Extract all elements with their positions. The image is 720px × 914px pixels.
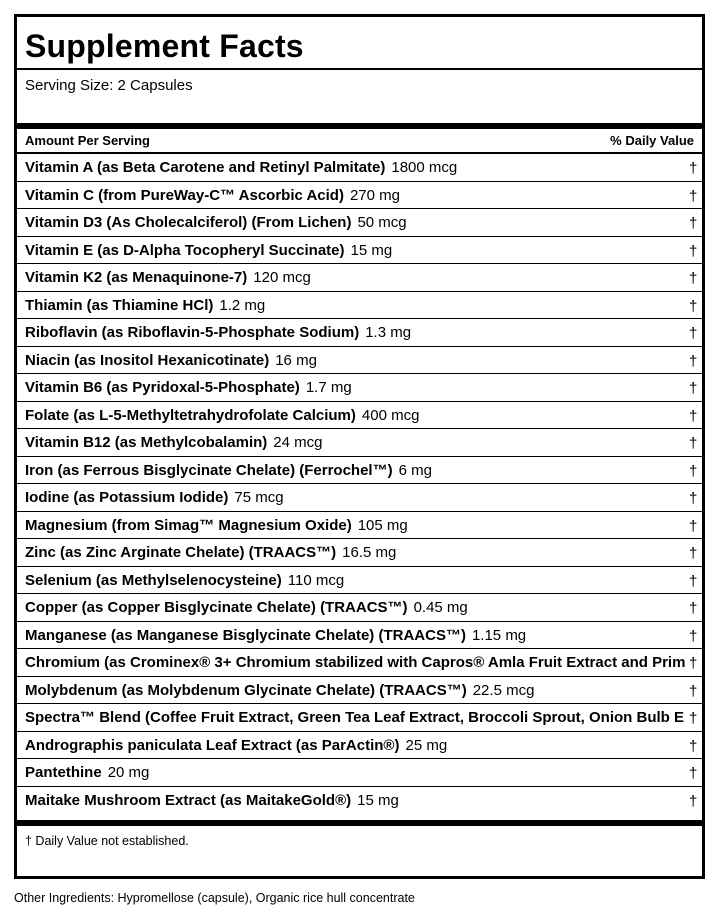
footnote: † Daily Value not established.: [25, 834, 189, 848]
nutrient-row: [17, 677, 702, 705]
nutrient-amount: 120 mcg: [253, 269, 311, 286]
nutrient-row: [17, 209, 702, 237]
nutrient-row: [17, 759, 702, 787]
nutrient-daily-value: †: [689, 462, 698, 480]
nutrient-daily-value: †: [689, 352, 698, 370]
nutrient-text: [25, 214, 407, 231]
nutrient-name: Vitamin K2 (as Menaquinone-7): [25, 269, 248, 286]
nutrient-text: [25, 434, 323, 451]
nutrient-name: Copper (as Copper Bisglycinate Chelate) (TRAACS™): [25, 599, 408, 616]
daily-value-label: % Daily Value: [610, 133, 694, 148]
nutrient-name: Vitamin C (from PureWay-C™ Ascorbic Acid): [25, 186, 344, 204]
nutrient-row: [17, 237, 702, 265]
nutrient-daily-value: †: [689, 187, 698, 205]
nutrient-amount: 400 mcg: [361, 406, 420, 424]
nutrient-row: [17, 512, 702, 540]
nutrient-name: Riboflavin (as Riboflavin-5-Phosphate Sodium): [25, 324, 360, 341]
nutrient-name: Magnesium (from Simag™ Magnesium Oxide): [25, 516, 352, 534]
nutrient-name: Niacin (as Inositol Hexanicotinate): [25, 351, 270, 369]
nutrient-text: [25, 352, 317, 369]
nutrient-row: [17, 732, 702, 760]
nutrient-daily-value: †: [689, 627, 698, 645]
nutrient-daily-value: †: [689, 325, 698, 342]
nutrient-name: Vitamin B6 (as Pyridoxal-5-Phosphate): [25, 379, 300, 396]
nutrient-text: [25, 242, 392, 259]
nutrient-amount: 22.5 mcg: [472, 681, 535, 699]
nutrient-text: [25, 792, 399, 809]
amount-per-serving-label: Amount Per Serving: [25, 133, 150, 148]
nutrient-row: [17, 292, 702, 320]
nutrient-name: Spectra™ Blend (Coffee Fruit Extract, Green Tea Leaf Extract, Broccoli Sprout, Onion Bulb E: [25, 709, 685, 726]
nutrient-amount: 25 mg: [405, 736, 448, 754]
nutrient-text: [25, 379, 352, 396]
nutrient-row: [17, 457, 702, 485]
nutrient-text: [25, 187, 400, 204]
nutrient-row: [17, 319, 702, 347]
nutrient-row: [17, 374, 702, 402]
nutrient-row: [17, 429, 702, 457]
nutrient-daily-value: †: [689, 765, 698, 782]
nutrient-list: [17, 154, 702, 814]
nutrient-amount: 16.5 mg: [342, 544, 397, 561]
nutrient-text: [25, 517, 408, 534]
nutrient-name: Andrographis paniculata Leaf Extract (as ParActin®): [25, 736, 400, 754]
nutrient-amount: 75 mcg: [234, 489, 284, 506]
nutrient-amount: 1.3 mg: [365, 324, 412, 341]
nutrient-daily-value: †: [689, 682, 698, 700]
nutrient-daily-value: †: [689, 710, 698, 727]
nutrient-text: [25, 572, 344, 589]
nutrient-name: Vitamin A (as Beta Carotene and Retinyl Palmitate): [25, 159, 386, 176]
nutrient-daily-value: †: [689, 600, 698, 617]
nutrient-daily-value: †: [689, 215, 698, 232]
nutrient-daily-value: †: [689, 545, 698, 562]
nutrient-row: [17, 484, 702, 512]
nutrient-name: Folate (as L-5-Methyltetrahydrofolate Calcium): [25, 406, 356, 424]
nutrient-name: Pantethine: [25, 764, 102, 781]
nutrient-text: [25, 737, 447, 754]
nutrient-name: Iron (as Ferrous Bisglycinate Chelate) (Ferrochel™): [25, 461, 393, 479]
nutrient-daily-value: †: [689, 792, 698, 810]
nutrient-amount: 1.2 mg: [219, 296, 266, 314]
nutrient-amount: 6 mg: [398, 461, 432, 479]
nutrient-row: [17, 567, 702, 595]
nutrient-name: Thiamin (as Thiamine HCl): [25, 296, 214, 314]
nutrient-name: Vitamin D3 (As Cholecalciferol) (From Lichen): [25, 214, 352, 231]
nutrient-row: [17, 787, 702, 815]
nutrient-text: [25, 462, 432, 479]
nutrient-daily-value: †: [689, 297, 698, 315]
nutrient-amount: 1.7 mg: [305, 379, 352, 396]
nutrient-row: [17, 154, 702, 182]
nutrient-daily-value: †: [689, 270, 698, 287]
nutrient-text: [25, 709, 690, 726]
nutrient-text: [25, 682, 534, 699]
nutrient-amount: 110 mcg: [287, 571, 345, 589]
nutrient-amount: 0.45 mg: [413, 599, 468, 616]
nutrient-name: Zinc (as Zinc Arginate Chelate) (TRAACS™): [25, 544, 337, 561]
column-header-row: [17, 129, 702, 154]
nutrient-row: [17, 594, 702, 622]
nutrient-name: Manganese (as Manganese Bisglycinate Chelate) (TRAACS™): [25, 626, 466, 644]
nutrient-row: [17, 264, 702, 292]
nutrient-daily-value: †: [689, 160, 698, 177]
nutrient-text: [25, 544, 396, 561]
nutrient-text: [25, 764, 149, 781]
nutrient-daily-value: †: [689, 242, 698, 260]
nutrient-amount: 50 mcg: [357, 214, 407, 231]
nutrient-text: [25, 269, 311, 286]
nutrient-name: Vitamin B12 (as Methylcobalamin): [25, 434, 268, 451]
nutrient-row: [17, 539, 702, 567]
nutrient-daily-value: †: [689, 517, 698, 535]
nutrient-row: [17, 649, 702, 677]
nutrient-name: Vitamin E (as D-Alpha Tocopheryl Succinate): [25, 241, 345, 259]
nutrient-text: [25, 159, 457, 176]
nutrient-amount: 105 mg: [357, 516, 408, 534]
nutrient-amount: 15 mg: [350, 241, 393, 259]
nutrient-daily-value: †: [689, 737, 698, 755]
nutrient-row: [17, 622, 702, 650]
nutrient-text: [25, 627, 526, 644]
nutrient-daily-value: †: [689, 572, 698, 590]
nutrient-row: [17, 347, 702, 375]
nutrient-text: [25, 654, 691, 671]
nutrient-daily-value: †: [689, 407, 698, 425]
nutrient-row: [17, 182, 702, 210]
other-ingredients: Other Ingredients: Hypromellose (capsule), Organic rice hull concentrate: [14, 891, 415, 905]
nutrient-amount: 15 mg: [357, 791, 399, 809]
nutrient-amount: 270 mg: [349, 186, 400, 204]
nutrient-daily-value: †: [689, 655, 698, 672]
supplement-facts-panel: [14, 14, 705, 879]
nutrient-row: [17, 402, 702, 430]
nutrient-text: [25, 407, 419, 424]
nutrient-name: Molybdenum (as Molybdenum Glycinate Chelate) (TRAACS™): [25, 681, 467, 699]
nutrient-name: Maitake Mushroom Extract (as MaitakeGold®): [25, 791, 352, 809]
nutrient-amount: 20 mg: [107, 764, 150, 781]
nutrient-text: [25, 599, 468, 616]
nutrient-name: Chromium (as Crominex® 3+ Chromium stabilized with Capros® Amla Fruit Extract and Prim: [25, 654, 686, 671]
nutrient-amount: 24 mcg: [273, 434, 323, 451]
nutrient-amount: 1800 mcg: [391, 159, 458, 176]
nutrient-text: [25, 489, 284, 506]
nutrient-text: [25, 324, 411, 341]
nutrient-daily-value: †: [689, 490, 698, 507]
nutrient-text: [25, 297, 265, 314]
panel-title: Supplement Facts: [17, 17, 702, 70]
nutrient-daily-value: †: [689, 435, 698, 452]
nutrient-daily-value: †: [689, 380, 698, 397]
nutrient-name: Selenium (as Methylselenocysteine): [25, 571, 282, 589]
nutrient-amount: 16 mg: [275, 351, 317, 369]
nutrient-amount: 1.15 mg: [471, 626, 527, 644]
nutrient-name: Iodine (as Potassium Iodide): [25, 489, 229, 506]
nutrient-row: [17, 704, 702, 732]
serving-size: Serving Size: 2 Capsules: [25, 77, 193, 94]
